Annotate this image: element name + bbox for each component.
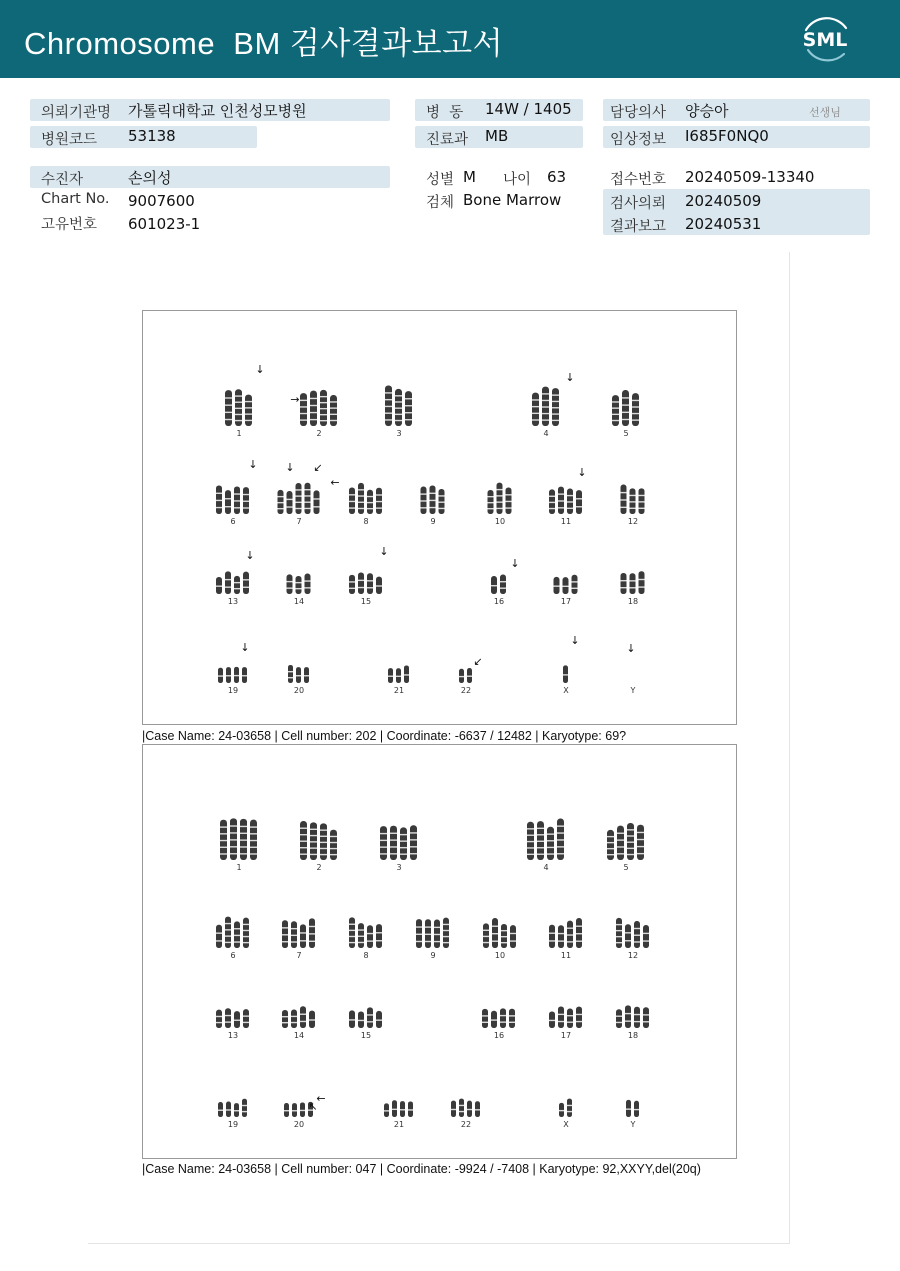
chart-label: Chart No. xyxy=(41,191,110,207)
chromosome-group-9 xyxy=(421,485,445,526)
chromosome-label-10: 10 xyxy=(494,517,506,526)
abnormality-arrow-icon: ↓ xyxy=(565,371,575,384)
chromosome xyxy=(625,1005,631,1028)
chromosome-group-21 xyxy=(384,1100,413,1129)
chromosome xyxy=(226,1102,231,1117)
chromosome-group-10 xyxy=(488,483,512,526)
chromosome xyxy=(567,1009,573,1028)
chromosome xyxy=(443,918,449,948)
age-label: 나이 xyxy=(503,172,532,188)
chromosome-group-18 xyxy=(616,1005,649,1040)
abnormality-arrow-icon: ← xyxy=(316,1092,326,1105)
chromosome-label-20: 20 xyxy=(293,686,305,695)
chromosome-label-X: X xyxy=(563,686,569,695)
receipt-label: 접수번호 xyxy=(610,172,667,188)
chromosome xyxy=(287,491,293,514)
chromosome-label-4: 4 xyxy=(543,429,549,438)
chromosome xyxy=(500,1008,506,1028)
chromosome-group-3 xyxy=(380,825,417,872)
chromosome xyxy=(607,830,614,860)
chromosome-label-22: 22 xyxy=(460,1120,472,1129)
chromosome xyxy=(216,1010,222,1028)
abnormality-arrow-icon: ↓ xyxy=(570,634,580,647)
chromosome-label-11: 11 xyxy=(560,517,572,526)
karyogram-1-drawing xyxy=(143,311,736,724)
chromosome xyxy=(300,924,306,948)
chromosome-group-15 xyxy=(349,1007,382,1040)
chromosome xyxy=(572,575,578,594)
chromosome xyxy=(405,391,412,426)
chromosome-group-1 xyxy=(225,389,252,438)
chromosome xyxy=(225,390,232,426)
chromosome xyxy=(576,1007,582,1028)
chromosome xyxy=(634,921,640,948)
chromosome-label-12: 12 xyxy=(627,951,639,960)
hospital-code-label: 병원코드 xyxy=(41,132,98,148)
abnormality-arrow-icon: ← xyxy=(330,476,340,489)
chromosome-label-18: 18 xyxy=(627,1031,639,1040)
chromosome xyxy=(558,925,564,948)
chromosome-group-13 xyxy=(216,571,249,606)
unique-label: 고유번호 xyxy=(41,217,98,233)
chart-value: 9007600 xyxy=(128,192,195,210)
abnormality-arrow-icon: ↓ xyxy=(510,557,520,570)
chromosome xyxy=(296,483,302,514)
chromosome xyxy=(643,925,649,948)
chromosome-label-3: 3 xyxy=(396,429,402,438)
abnormality-arrow-icon: ↓ xyxy=(248,458,258,471)
chromosome-group-16 xyxy=(491,575,506,606)
chromosome-group-12 xyxy=(621,485,645,526)
chromosome-group-X xyxy=(559,1099,572,1129)
chromosome-label-12: 12 xyxy=(627,517,639,526)
chromosome xyxy=(242,1099,247,1117)
chromosome xyxy=(547,827,554,860)
chromosome xyxy=(358,483,364,514)
hospital-code-value: 53138 xyxy=(128,127,176,145)
ward-value: 14W / 1405 xyxy=(485,100,572,118)
chromosome xyxy=(576,490,582,514)
page-edge-right xyxy=(789,252,790,1244)
chromosome xyxy=(497,483,503,514)
chromosome xyxy=(225,571,231,594)
chromosome xyxy=(632,393,639,426)
specimen-label: 검체 xyxy=(426,195,455,211)
chromosome-group-8 xyxy=(349,483,382,526)
sml-logo xyxy=(798,12,854,66)
chromosome-label-5: 5 xyxy=(623,863,629,872)
chromosome-label-21: 21 xyxy=(393,686,405,695)
abnormality-arrow-icon: ↙ xyxy=(473,655,483,668)
chromosome xyxy=(330,395,337,426)
chromosome xyxy=(245,395,252,426)
dept-value: MB xyxy=(485,127,509,145)
abnormality-arrow-icon: ↓ xyxy=(379,545,389,558)
chromosome xyxy=(330,830,337,860)
patient-bar xyxy=(30,166,390,188)
karyogram-2-caption: |Case Name: 24-03658 | Cell number: 047 | Coordinate: -9924 / -7408 | Karyotype: 92,XXYY,del(20q) xyxy=(142,1162,701,1176)
abnormality-arrow-icon: ↓ xyxy=(240,641,250,654)
chromosome-label-19: 19 xyxy=(227,1120,239,1129)
chromosome-label-18: 18 xyxy=(627,597,639,606)
chromosome-label-1: 1 xyxy=(236,863,242,872)
chromosome xyxy=(634,1007,640,1028)
chromosome-group-22 xyxy=(451,1099,480,1129)
doctor-label: 담당의사 xyxy=(610,105,667,121)
chromosome xyxy=(612,395,619,426)
sex-value: M xyxy=(463,168,476,186)
chromosome-group-2 xyxy=(300,821,337,872)
chromosome xyxy=(376,924,382,948)
chromosome xyxy=(390,826,397,860)
clinical-label: 임상정보 xyxy=(610,132,667,148)
abnormality-arrow-icon: ↖ xyxy=(308,1100,318,1113)
chromosome xyxy=(282,1010,288,1028)
chromosome-group-13 xyxy=(216,1008,249,1040)
chromosome-label-2: 2 xyxy=(316,863,322,872)
sex-label: 성별 xyxy=(426,172,455,188)
abnormality-arrow-icon: ↓ xyxy=(577,466,587,479)
request-label: 검사의뢰 xyxy=(610,196,667,212)
chromosome xyxy=(567,921,573,948)
chromosome-group-5 xyxy=(607,823,644,872)
karyogram-2-drawing xyxy=(143,745,736,1158)
chromosome-group-19 xyxy=(218,1099,247,1129)
chromosome xyxy=(234,667,239,683)
chromosome xyxy=(637,825,644,860)
chromosome-label-3: 3 xyxy=(396,863,402,872)
chromosome xyxy=(349,575,355,594)
chromosome xyxy=(549,925,555,948)
patient-value: 손의성 xyxy=(128,169,172,187)
chromosome xyxy=(367,573,373,594)
chromosome xyxy=(616,918,622,948)
institution-label: 의뢰기관명 xyxy=(41,105,112,121)
chromosome-label-9: 9 xyxy=(430,517,436,526)
chromosome-group-20 xyxy=(288,665,309,695)
chromosome xyxy=(622,390,629,426)
chromosome-label-21: 21 xyxy=(393,1120,405,1129)
chromosome-label-Y: Y xyxy=(630,1120,636,1129)
result-label: 결과보고 xyxy=(610,219,667,235)
chromosome xyxy=(225,1008,231,1028)
receipt-value: 20240509-13340 xyxy=(685,168,815,186)
chromosome-group-Y xyxy=(630,686,636,695)
chromosome xyxy=(616,1009,622,1028)
chromosome-group-10 xyxy=(483,918,516,960)
page-edge-bottom xyxy=(88,1243,790,1244)
chromosome xyxy=(400,827,407,860)
chromosome-label-8: 8 xyxy=(363,951,369,960)
chromosome xyxy=(287,574,293,594)
chromosome xyxy=(288,665,293,683)
chromosome-group-7 xyxy=(282,918,315,960)
chromosome-label-20: 20 xyxy=(293,1120,305,1129)
logo-text: SML xyxy=(802,29,848,51)
chromosome xyxy=(567,1099,572,1117)
chromosome xyxy=(296,576,302,594)
abnormality-arrow-icon: ↓ xyxy=(285,461,295,474)
abnormality-arrow-icon: → xyxy=(290,393,300,406)
chromosome-label-16: 16 xyxy=(493,1031,505,1040)
doctor-value: 양승아 xyxy=(685,102,729,120)
chromosome xyxy=(500,575,506,594)
chromosome-group-Y xyxy=(626,1100,639,1129)
chromosome xyxy=(630,573,636,594)
report-title: Chromosome BM 검사결과보고서 xyxy=(24,26,504,61)
chromosome-group-1 xyxy=(220,818,257,872)
abnormality-arrow-icon: ↓ xyxy=(255,363,265,376)
chromosome-group-3 xyxy=(385,385,412,438)
chromosome xyxy=(617,826,624,860)
chromosome xyxy=(509,1009,515,1028)
chromosome xyxy=(621,573,627,594)
chromosome-group-22 xyxy=(459,668,472,695)
chromosome xyxy=(488,490,494,514)
chromosome xyxy=(314,490,320,514)
chromosome xyxy=(367,1007,373,1028)
request-value: 20240509 xyxy=(685,192,762,210)
chromosome-label-11: 11 xyxy=(560,951,572,960)
chromosome-label-15: 15 xyxy=(360,1031,372,1040)
chromosome-label-8: 8 xyxy=(363,517,369,526)
chromosome xyxy=(305,574,311,594)
chromosome xyxy=(358,572,364,594)
chromosome xyxy=(310,391,317,426)
chromosome-label-9: 9 xyxy=(430,951,436,960)
chromosome xyxy=(367,925,373,948)
chromosome-group-18 xyxy=(621,571,645,606)
specimen-value: Bone Marrow xyxy=(463,191,562,209)
chromosome-label-13: 13 xyxy=(227,597,239,606)
chromosome-label-14: 14 xyxy=(293,597,305,606)
chromosome-group-8 xyxy=(349,917,382,960)
chromosome-label-22: 22 xyxy=(460,686,472,695)
chromosome xyxy=(639,571,645,594)
chromosome-label-16: 16 xyxy=(493,597,505,606)
chromosome-group-4 xyxy=(532,387,559,438)
chromosome xyxy=(439,489,445,514)
institution-value: 가톨릭대학교 인천성모병원 xyxy=(128,102,307,120)
chromosome xyxy=(482,1009,488,1028)
patient-label: 수진자 xyxy=(41,172,84,188)
unique-value: 601023-1 xyxy=(128,215,201,233)
age-value: 63 xyxy=(547,168,567,186)
chromosome-group-17 xyxy=(549,1007,582,1040)
chromosome xyxy=(349,917,355,948)
chromosome-label-2: 2 xyxy=(316,429,322,438)
chromosome-group-16 xyxy=(482,1008,515,1040)
chromosome xyxy=(300,393,307,426)
chromosome-label-6: 6 xyxy=(230,951,236,960)
chromosome-group-21 xyxy=(388,665,409,695)
chromosome xyxy=(532,393,539,426)
chromosome-group-14 xyxy=(287,574,311,606)
clinical-value: I685F0NQ0 xyxy=(685,127,769,145)
chromosome-label-7: 7 xyxy=(296,517,302,526)
chromosome xyxy=(410,825,417,860)
chromosome xyxy=(216,925,222,948)
chromosome xyxy=(643,1007,649,1028)
chromosome xyxy=(234,1011,240,1028)
chromosome xyxy=(305,483,311,514)
chromosome xyxy=(380,826,387,860)
chromosome-group-6 xyxy=(216,917,249,960)
chromosome-group-19 xyxy=(218,667,247,695)
chromosome-group-14 xyxy=(282,1006,315,1040)
chromosome-label-13: 13 xyxy=(227,1031,239,1040)
chromosome xyxy=(243,1009,249,1028)
chromosome-label-Y: Y xyxy=(630,686,636,695)
chromosome-label-19: 19 xyxy=(227,686,239,695)
chromosome-label-X: X xyxy=(563,1120,569,1129)
abnormality-arrow-icon: ↙ xyxy=(313,461,323,474)
karyogram-image-2 xyxy=(142,744,737,1159)
chromosome-group-11 xyxy=(549,918,582,960)
chromosome xyxy=(225,490,231,514)
chromosome-group-11 xyxy=(549,487,582,526)
chromosome-group-15 xyxy=(349,572,382,606)
chromosome-label-1: 1 xyxy=(236,429,242,438)
chromosome-label-6: 6 xyxy=(230,517,236,526)
chromosome xyxy=(243,918,249,948)
chromosome-label-15: 15 xyxy=(360,597,372,606)
chromosome xyxy=(300,1006,306,1028)
chromosome-group-4 xyxy=(527,819,564,872)
chromosome xyxy=(243,572,249,594)
chromosome-label-17: 17 xyxy=(560,1031,572,1040)
karyogram-1-caption: |Case Name: 24-03658 | Cell number: 202 | Coordinate: -6637 / 12482 | Karyotype: 69? xyxy=(142,729,627,743)
chromosome-group-6 xyxy=(216,485,249,526)
abnormality-arrow-icon: ↓ xyxy=(245,549,255,562)
doctor-suffix: 선생님 xyxy=(809,106,841,119)
result-value: 20240531 xyxy=(685,215,762,233)
chromosome-group-7 xyxy=(278,483,320,526)
chromosome-group-12 xyxy=(616,918,649,960)
chromosome xyxy=(459,1099,464,1117)
chromosome xyxy=(558,1007,564,1028)
chromosome-label-7: 7 xyxy=(296,951,302,960)
chromosome xyxy=(467,668,472,683)
chromosome-group-17 xyxy=(554,575,578,606)
chromosome xyxy=(392,1100,397,1117)
chromosome xyxy=(225,917,231,948)
chromosome xyxy=(567,489,573,514)
chromosome xyxy=(634,1101,639,1117)
chromosome xyxy=(300,1102,305,1117)
ward-label: 병 동 xyxy=(426,105,464,121)
chromosome xyxy=(376,577,382,594)
chromosome-group-9 xyxy=(416,918,449,960)
chromosome-label-14: 14 xyxy=(293,1031,305,1040)
chromosome-label-17: 17 xyxy=(560,597,572,606)
chromosome-label-4: 4 xyxy=(543,863,549,872)
chromosome-group-X xyxy=(563,665,569,695)
chromosome xyxy=(467,1101,472,1117)
chromosome xyxy=(510,925,516,948)
chromosome xyxy=(291,1010,297,1028)
chromosome-group-2 xyxy=(300,390,337,438)
abnormality-arrow-icon: ↓ xyxy=(626,642,636,655)
chromosome-group-5 xyxy=(612,390,639,438)
chromosome xyxy=(234,576,240,594)
report-header xyxy=(0,0,900,78)
chromosome xyxy=(625,924,631,948)
karyogram-image-1 xyxy=(142,310,737,725)
chromosome-label-5: 5 xyxy=(623,429,629,438)
dept-label: 진료과 xyxy=(426,132,469,148)
chromosome-label-10: 10 xyxy=(494,951,506,960)
